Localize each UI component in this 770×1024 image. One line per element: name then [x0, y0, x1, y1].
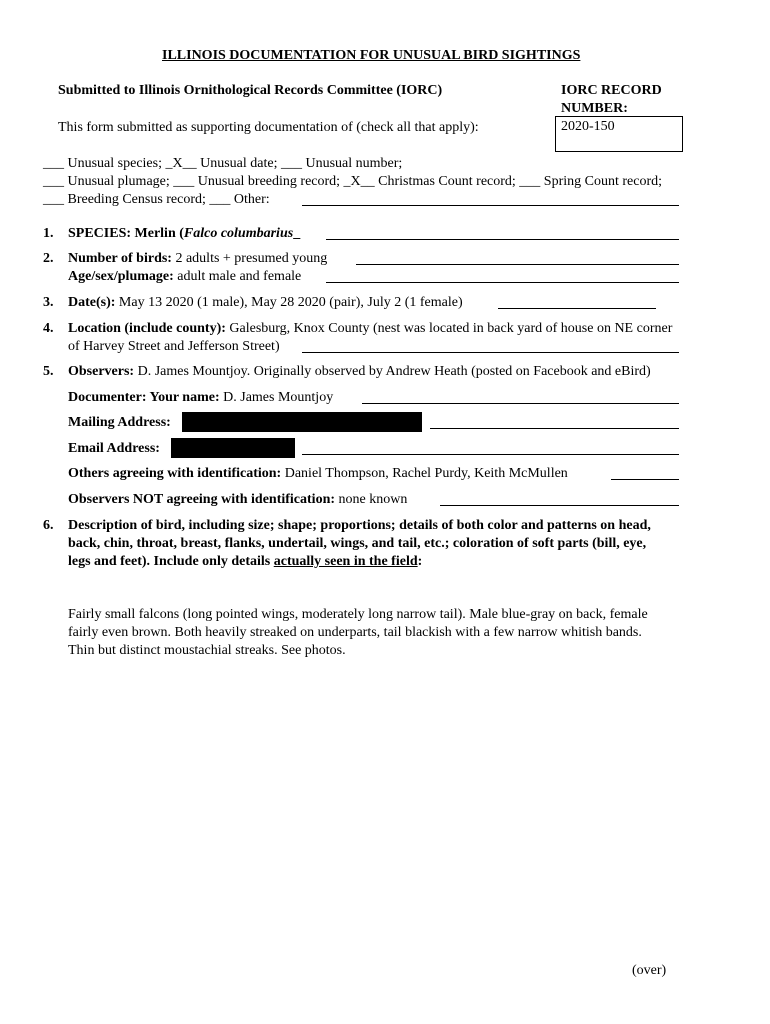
- checklist-line-1: ___ Unusual species; _X__ Unusual date; ___ Unusual number;: [43, 156, 403, 171]
- item-1-number: 1.: [43, 226, 54, 241]
- mailing-label: Mailing Address:: [68, 415, 171, 430]
- location-value-line1: Galesburg, Knox County (nest was located in back yard of house on NE corner: [229, 321, 673, 336]
- description-prompt-line3a: legs and feet). Include only details: [68, 554, 274, 569]
- mailing-redaction: [182, 412, 422, 432]
- agreeing-field: [68, 465, 568, 483]
- agreeing-value: Daniel Thompson, Rachel Purdy, Keith McMullen: [284, 466, 568, 481]
- page-title: ILLINOIS DOCUMENTATION FOR UNUSUAL BIRD SIGHTINGS: [162, 48, 581, 63]
- dates-field: [68, 294, 463, 312]
- age-label: Age/sex/plumage:: [68, 269, 174, 284]
- record-label-line1: IORC RECORD: [561, 83, 662, 98]
- dates-label: Date(s):: [68, 295, 116, 310]
- item-6-number: 6.: [43, 518, 54, 533]
- location-value-line2: of Harvey Street and Jefferson Street): [68, 339, 280, 354]
- description-text-line2: fairly even brown. Both heavily streaked on underparts, tail blackish with a few narrow whitish bands.: [68, 625, 642, 640]
- agreeing-label: Others agreeing with identification:: [68, 466, 282, 481]
- not-agreeing-underline: [440, 505, 679, 506]
- birds-value: 2 adults + presumed young: [175, 251, 328, 266]
- supporting-doc-line: This form submitted as supporting documentation of (check all that apply):: [58, 120, 479, 135]
- email-label: Email Address:: [68, 441, 160, 456]
- checklist-line-2: ___ Unusual plumage; ___ Unusual breeding record; _X__ Christmas Count record; ___ Spring Count record;: [43, 174, 663, 189]
- email-redaction: [171, 438, 295, 458]
- dates-underline: [498, 308, 656, 309]
- description-text-line3: Thin but distinct moustachial streaks. See photos.: [68, 643, 346, 658]
- observers-field: [68, 363, 651, 381]
- description-prompt-emphasis: actually seen in the field: [273, 554, 418, 569]
- location-underline: [302, 352, 679, 353]
- location-field: [68, 320, 672, 338]
- item-5-number: 5.: [43, 364, 54, 379]
- description-prompt-line3: [68, 553, 422, 571]
- submitted-to: Submitted to Illinois Ornithological Records Committee (IORC): [58, 83, 443, 98]
- observers-label: Observers:: [68, 364, 135, 379]
- not-agreeing-field: [68, 491, 407, 509]
- over-footer: (over): [632, 963, 667, 978]
- birds-label: Number of birds:: [68, 251, 172, 266]
- mailing-underline: [430, 428, 679, 429]
- age-field: [68, 268, 301, 286]
- not-agreeing-label: Observers NOT agreeing with identification:: [68, 492, 336, 507]
- checklist-line-3: ___ Breeding Census record; ___ Other:: [43, 192, 270, 207]
- item-2-number: 2.: [43, 251, 54, 266]
- species-label: SPECIES: Merlin (: [68, 226, 184, 241]
- location-label: Location (include county):: [68, 321, 226, 336]
- documenter-field: [68, 389, 333, 407]
- agreeing-underline: [611, 479, 679, 480]
- species-underline: [326, 239, 679, 240]
- other-underline: [302, 205, 679, 206]
- record-label-line2: NUMBER:: [561, 101, 628, 116]
- age-underline: [326, 282, 679, 283]
- item-4-number: 4.: [43, 321, 54, 336]
- description-prompt-line1: Description of bird, including size; shape; proportions; details of both color and patterns on head,: [68, 518, 651, 533]
- record-number-value: 2020-150: [561, 119, 615, 134]
- description-prompt-line2: back, chin, throat, breast, flanks, undertail, wings, and tail, etc.; coloration of soft parts (bill, eye,: [68, 536, 647, 551]
- age-value: adult male and female: [177, 269, 302, 284]
- email-underline: [302, 454, 679, 455]
- description-prompt-colon: :: [417, 554, 423, 569]
- description-text-line1: Fairly small falcons (long pointed wings, moderately long narrow tail). Male blue-gray on back, female: [68, 607, 648, 622]
- birds-field: [68, 250, 327, 268]
- item-3-number: 3.: [43, 295, 54, 310]
- documenter-underline: [362, 403, 679, 404]
- dates-value: May 13 2020 (1 male), May 28 2020 (pair), July 2 (1 female): [118, 295, 463, 310]
- documenter-label: Documenter: Your name:: [68, 390, 220, 405]
- species-field: [68, 225, 300, 243]
- species-scientific-name: Falco columbarius: [183, 226, 294, 241]
- species-tail: _: [293, 226, 301, 241]
- birds-underline: [356, 264, 679, 265]
- not-agreeing-value: none known: [338, 492, 408, 507]
- observers-value: D. James Mountjoy. Originally observed by Andrew Heath (posted on Facebook and eBird): [137, 364, 651, 379]
- documenter-value: D. James Mountjoy: [223, 390, 334, 405]
